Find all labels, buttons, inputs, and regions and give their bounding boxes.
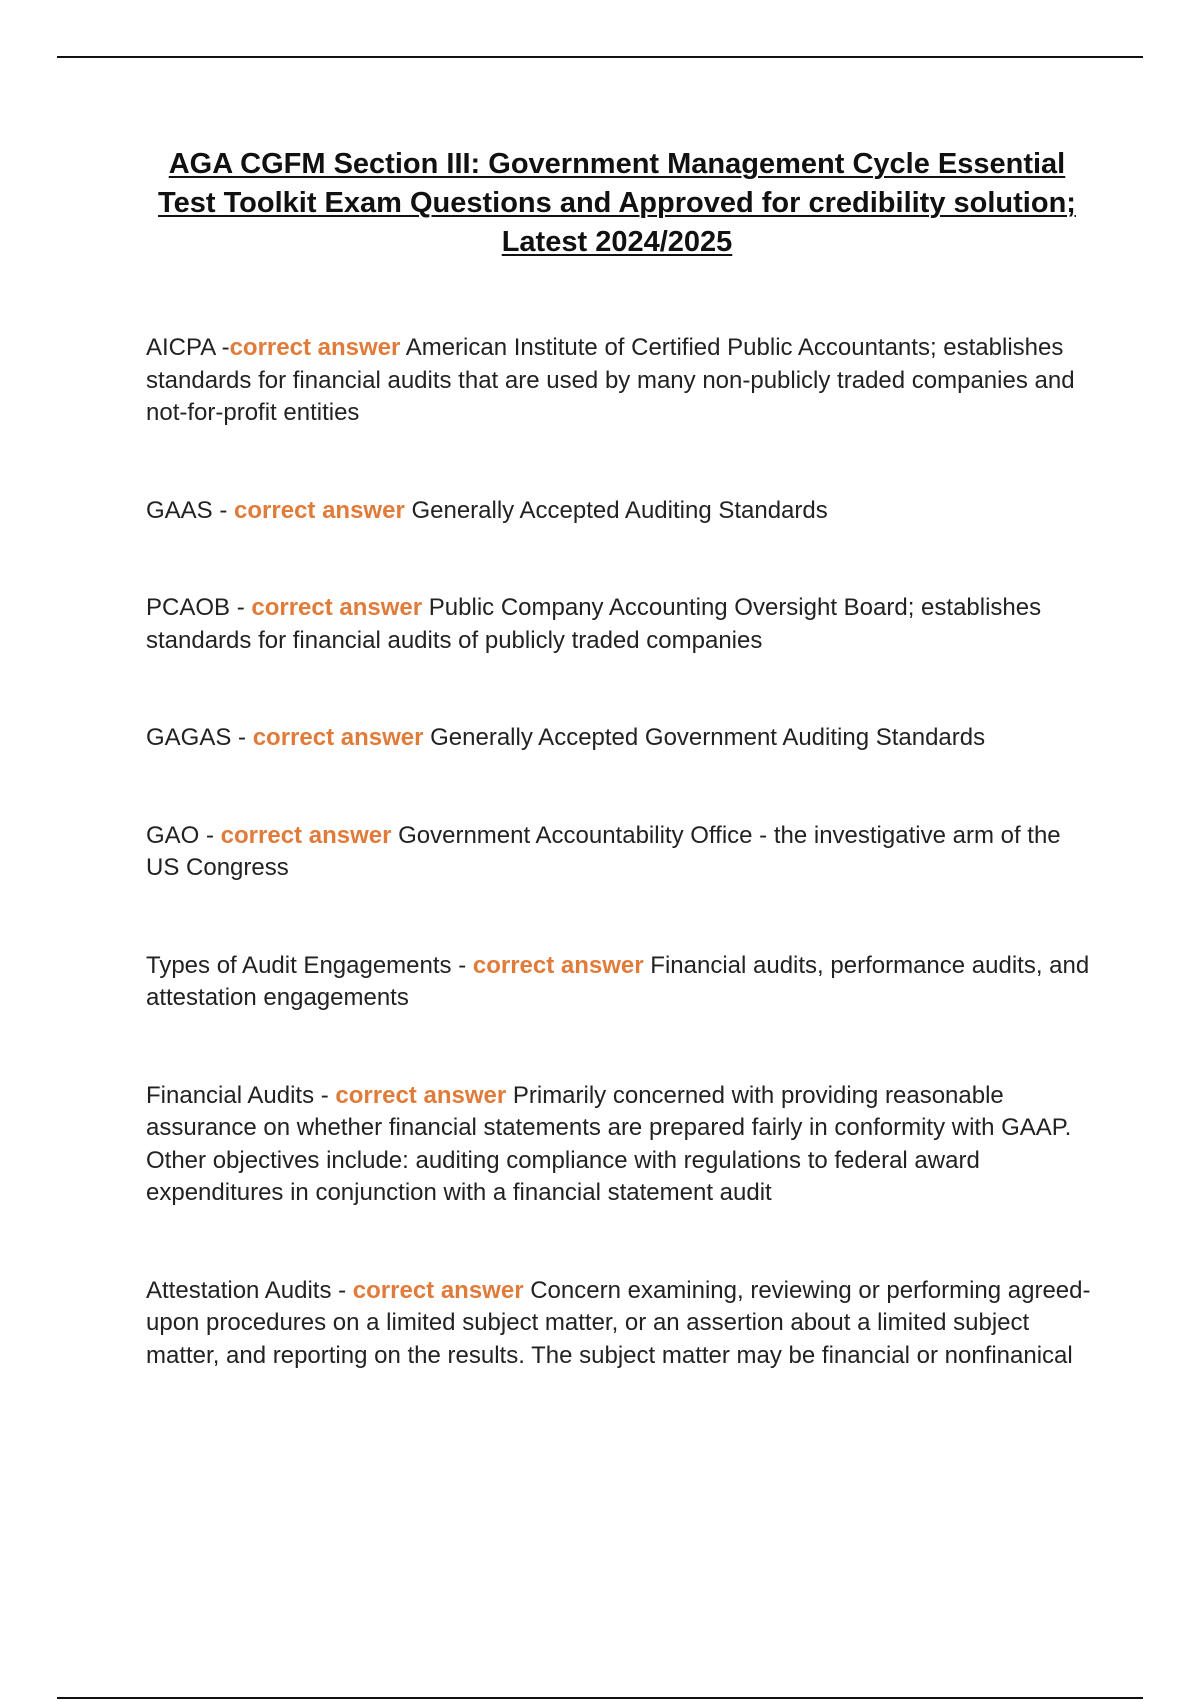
correct-answer-label: correct answer	[220, 821, 392, 849]
entry-term: Attestation Audits -	[146, 1276, 353, 1304]
entry-definition: Primarily concerned with providing reasonable assurance on whether financial statements are prepared fairly in conformity with GAAP. Other objectives include: auditing compliance with regulations to federal award expenditures in conjunction with a financial statement audit	[146, 1081, 1072, 1206]
entry-term: Types of Audit Engagements -	[146, 951, 473, 979]
top-rule	[57, 56, 1143, 58]
qa-entry-pcaob	[146, 592, 1096, 657]
entry-definition: American Institute of Certified Public Accountants; establishes standards for financial audits that are used by many non-publicly traded companies and not-for-profit entities	[146, 334, 1075, 426]
entry-definition: Public Company Accounting Oversight Board; establishes standards for financial audits of publicly traded companies	[146, 594, 1042, 654]
entry-term: PCAOB -	[146, 594, 252, 621]
qa-entry-gaas	[146, 495, 1096, 528]
entry-definition: Generally Accepted Auditing Standards	[404, 496, 828, 524]
entry-definition: Government Accountability Office - the investigative arm of the US Congress	[146, 821, 1061, 881]
correct-answer-label: correct answer	[472, 951, 644, 979]
entry-definition: Financial audits, performance audits, and attestation engagements	[146, 951, 1090, 1011]
bottom-rule	[57, 1697, 1143, 1699]
document-title: AGA CGFM Section III: Government Management Cycle Essential Test Toolkit Exam Questions and Approved for credibility solution; Latest 2024/2025	[158, 148, 1076, 258]
entry-term: Financial Audits -	[146, 1081, 336, 1109]
qa-list	[146, 332, 1096, 1372]
correct-answer-label: correct answer	[252, 724, 424, 751]
qa-entry-gagas	[146, 722, 1096, 755]
correct-answer-label: correct answer	[251, 594, 423, 621]
correct-answer-label: correct answer	[229, 334, 401, 361]
entry-term: GAGAS -	[146, 724, 253, 751]
qa-entry-aicpa	[146, 332, 1096, 430]
qa-entry-gao	[146, 820, 1096, 885]
qa-entry-audit-types	[146, 950, 1096, 1015]
entry-term: GAO -	[146, 821, 221, 849]
entry-term: GAAS -	[146, 496, 235, 524]
correct-answer-label: correct answer	[335, 1081, 507, 1109]
entry-definition: Generally Accepted Government Auditing Standards	[423, 724, 986, 751]
entry-definition: Concern examining, reviewing or performing agreed-upon procedures on a limited subject matter, or an assertion about a limited subject matter, and reporting on the results. The subject matter may be financial or nonfinanical	[146, 1276, 1091, 1369]
qa-entry-financial-audits	[146, 1080, 1096, 1210]
correct-answer-label: correct answer	[352, 1276, 524, 1304]
correct-answer-label: correct answer	[234, 496, 405, 524]
qa-entry-attestation-audits	[146, 1275, 1096, 1373]
entry-term: AICPA -	[146, 334, 230, 361]
